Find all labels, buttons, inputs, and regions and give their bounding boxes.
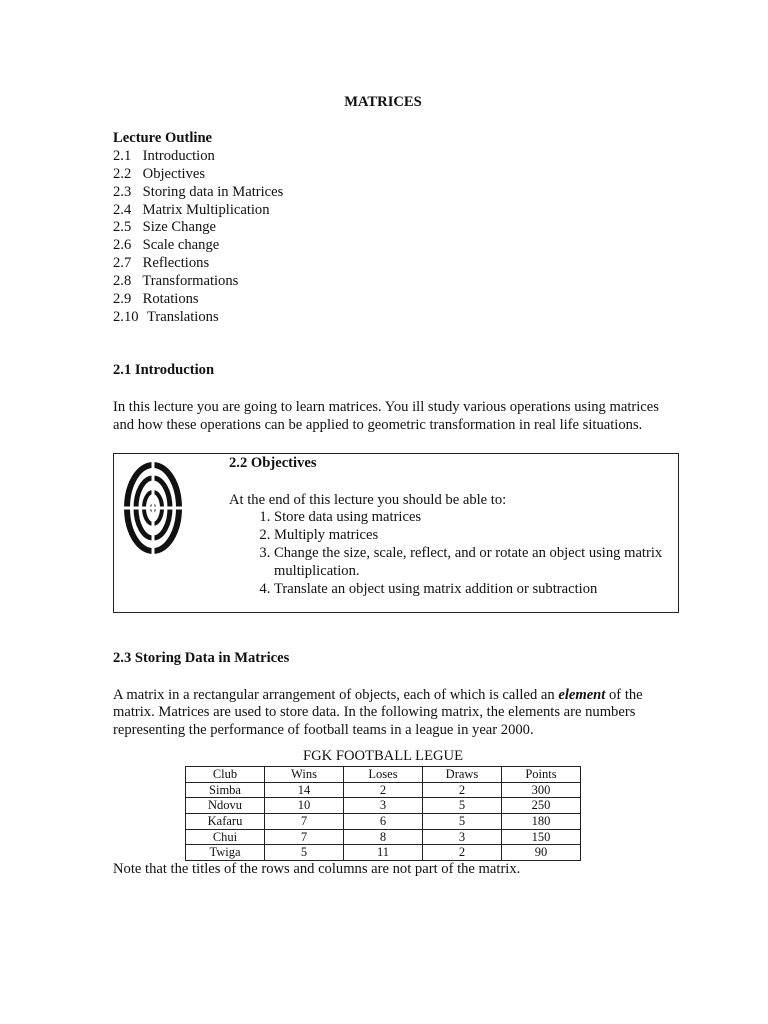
table-cell: Kafaru — [186, 813, 265, 829]
table-row — [186, 829, 581, 845]
objective-item: 4. Translate an object using matrix addition or subtraction — [274, 581, 669, 599]
column-header: Club — [186, 767, 265, 783]
column-header: Wins — [265, 767, 344, 783]
table-header-row — [186, 767, 581, 783]
outline-item: 2.7 Reflections — [113, 255, 210, 272]
target-icon — [122, 460, 184, 556]
table-cell: 8 — [344, 829, 423, 845]
objectives-heading: 2.2 Objectives — [229, 454, 317, 471]
table-cell: 14 — [265, 782, 344, 798]
table-cell: 2 — [423, 782, 502, 798]
outline-item: 2.2 Objectives — [113, 165, 206, 182]
table-cell: 150 — [502, 829, 581, 845]
table-row — [186, 798, 581, 814]
outline-item: 2.10 Translations — [113, 308, 219, 325]
document-page — [113, 94, 683, 879]
objectives-box — [113, 453, 679, 613]
objective-item: 1. Store data using matrices — [274, 509, 669, 527]
outline-list — [113, 148, 683, 327]
storing-text: A matrix in a rectangular arrangement of objects, each of which is called an element of the matrix. Matrices are used to store data. In the following matrix, the elements are numbers representing the performance of football teams in a league in year 2000. — [113, 686, 643, 739]
table-row — [186, 845, 581, 861]
outline-item: 2.4 Matrix Multiplication — [113, 201, 270, 218]
table-cell: 3 — [344, 798, 423, 814]
page-title: MATRICES — [344, 94, 422, 110]
table-cell: Ndovu — [186, 798, 265, 814]
outline-item: 2.5 Size Change — [113, 219, 217, 236]
table-cell: Simba — [186, 782, 265, 798]
table-cell: 7 — [265, 813, 344, 829]
outline-item: 2.9 Rotations — [113, 291, 199, 308]
table-cell: 5 — [265, 845, 344, 861]
column-header: Points — [502, 767, 581, 783]
intro-text: In this lecture you are going to learn matrices. You ill study various operations using matrices and how these operations can be applied to geometric transformation in real life situations. — [113, 398, 659, 433]
table-row — [186, 813, 581, 829]
table-cell: Chui — [186, 829, 265, 845]
objectives-lead: At the end of this lecture you should be able to: — [229, 491, 507, 508]
table-cell: 90 — [502, 845, 581, 861]
table-cell: Twiga — [186, 845, 265, 861]
storing-heading: 2.3 Storing Data in Matrices — [113, 649, 290, 666]
table-cell: 6 — [344, 813, 423, 829]
table-cell: 300 — [502, 782, 581, 798]
table-cell: 3 — [423, 829, 502, 845]
table-cell: 5 — [423, 798, 502, 814]
table-cell: 5 — [423, 813, 502, 829]
outline-item: 2.6 Scale change — [113, 237, 220, 254]
objective-item: 3. Change the size, scale, reflect, and or rotate an object using matrix multiplication. — [274, 545, 669, 581]
table-cell: 10 — [265, 798, 344, 814]
table-note: Note that the titles of the rows and columns are not part of the matrix. — [113, 860, 521, 877]
table-cell: 11 — [344, 845, 423, 861]
outline-item: 2.8 Transformations — [113, 273, 239, 290]
table-cell: 2 — [344, 782, 423, 798]
table-cell: 2 — [423, 845, 502, 861]
element-term: element — [558, 686, 606, 703]
column-header: Draws — [423, 767, 502, 783]
outline-item: 2.1 Introduction — [113, 147, 215, 164]
table-cell: 250 — [502, 798, 581, 814]
table-cell: 7 — [265, 829, 344, 845]
outline-heading: Lecture Outline — [113, 129, 213, 146]
intro-heading: 2.1 Introduction — [113, 361, 215, 378]
table-caption: FGK FOOTBALL LEGUE — [303, 748, 463, 765]
league-table-block — [113, 748, 653, 860]
objectives-list — [229, 509, 669, 599]
table-cell: 180 — [502, 813, 581, 829]
column-header: Loses — [344, 767, 423, 783]
table-row — [186, 782, 581, 798]
outline-item: 2.3 Storing data in Matrices — [113, 183, 284, 200]
objective-item: 2. Multiply matrices — [274, 527, 669, 545]
league-table — [185, 766, 581, 861]
